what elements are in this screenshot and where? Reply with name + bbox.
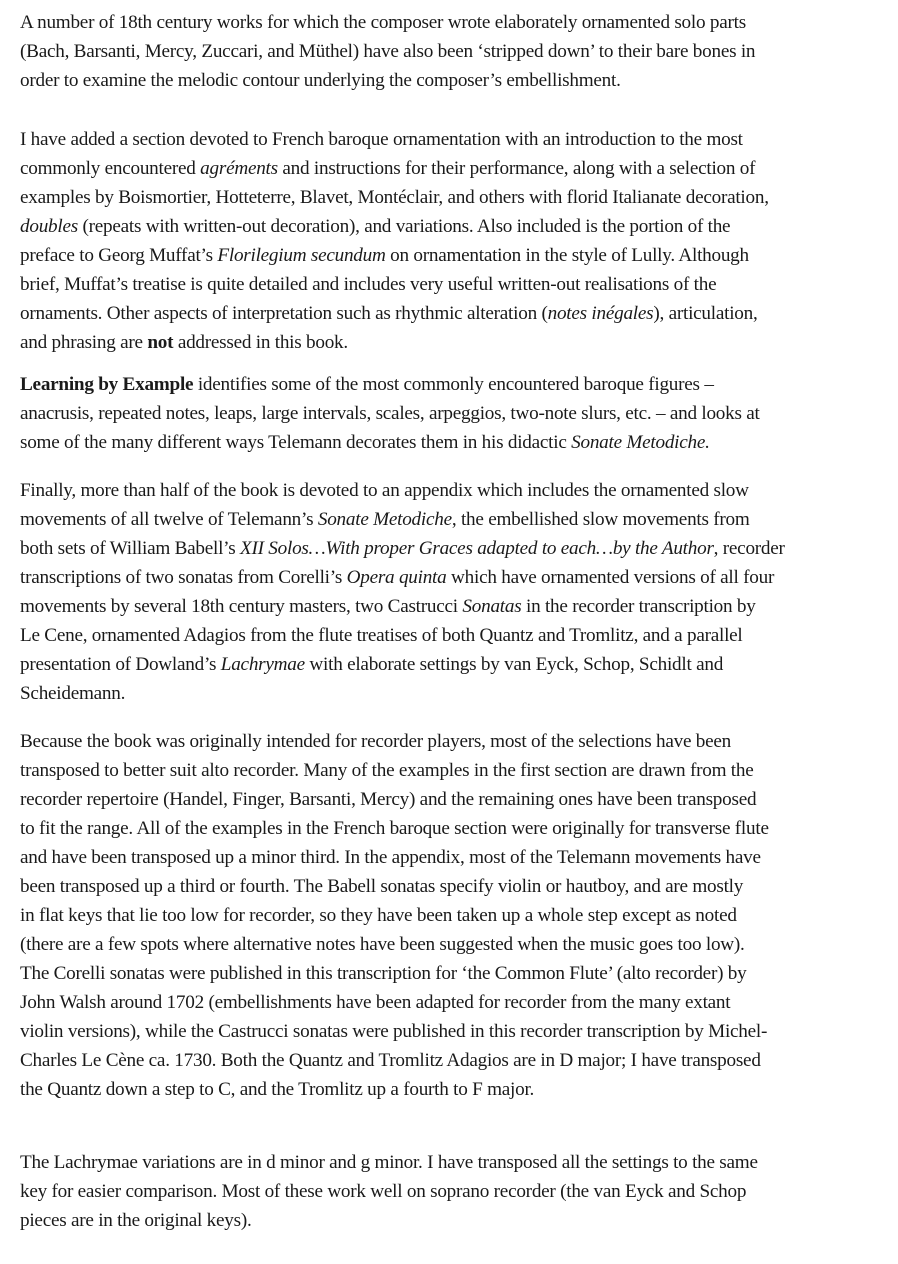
text-run: the Quantz down a step to C, and the Tromlitz up a fourth to F major. (20, 1079, 535, 1100)
text-run: which have ornamented versions of all four (446, 567, 775, 588)
italic-title: Opera quinta (346, 567, 447, 588)
text-line (20, 814, 878, 843)
text-line (20, 959, 878, 988)
text-run: I have added a section devoted to French baroque ornamentation with an introduction to the most (20, 129, 743, 150)
text-run: examples by Boismortier, Hotteterre, Blavet, Montéclair, and others with florid Italianate decoration, (20, 187, 769, 208)
text-run: and instructions for their performance, along with a selection of (277, 158, 756, 179)
text-run: Finally, more than half of the book is devoted to an appendix which includes the ornamented slow (20, 480, 749, 501)
text-run: brief, Muffat’s treatise is quite detailed and includes very useful written-out realisations of the (20, 274, 717, 295)
text-line (20, 650, 878, 679)
text-line (20, 241, 878, 270)
text-run: , recorder (713, 538, 785, 559)
bold-emphasis: Learning by Example (20, 374, 194, 395)
text-line (20, 843, 878, 872)
text-run: violin versions), while the Castrucci sonatas were published in this recorder transcription by Michel- (20, 1021, 768, 1042)
text-run: Because the book was originally intended for recorder players, most of the selections have been (20, 731, 731, 752)
paragraph-learning-by-example (20, 370, 878, 457)
text-line (20, 476, 878, 505)
text-line (20, 183, 878, 212)
text-line (20, 988, 878, 1017)
text-run: Charles Le Cène ca. 1730. Both the Quantz and Tromlitz Adagios are in D major; I have transposed (20, 1050, 761, 1071)
text-line (20, 1046, 878, 1075)
text-run: The Corelli sonatas were published in this transcription for ‘the Common Flute’ (alto recorder) by (20, 963, 747, 984)
text-run: movements by several 18th century masters, two Castrucci (20, 596, 463, 617)
text-line (20, 8, 878, 37)
text-line (20, 872, 878, 901)
text-run: and phrasing are (20, 332, 148, 353)
italic-title: XII Solos…With proper Graces adapted to each…by the Author (240, 538, 714, 559)
paragraph-appendix (20, 476, 878, 708)
text-run: to fit the range. All of the examples in the French baroque section were originally for transverse flute (20, 818, 769, 839)
text-line (20, 592, 878, 621)
text-run: transposed to better suit alto recorder. Many of the examples in the first section are drawn from the (20, 760, 754, 781)
text-run: Le Cene, ornamented Adagios from the flute treatises of both Quantz and Tromlitz, and a parallel (20, 625, 743, 646)
text-run: in flat keys that lie too low for recorder, so they have been taken up a whole step except as noted (20, 905, 737, 926)
text-run: ornaments. Other aspects of interpretation such as rhythmic alteration ( (20, 303, 548, 324)
text-line (20, 299, 878, 328)
italic-title: Florilegium secundum (217, 245, 386, 266)
text-run: , the embellished slow movements from (451, 509, 750, 530)
text-run: preface to Georg Muffat’s (20, 245, 218, 266)
text-line (20, 563, 878, 592)
text-line (20, 66, 878, 95)
text-line (20, 37, 878, 66)
text-run: (Bach, Barsanti, Mercy, Zuccari, and Müthel) have also been ‘stripped down’ to their bare bones in (20, 41, 756, 62)
text-line (20, 621, 878, 650)
text-run: addressed in this book. (173, 332, 348, 353)
text-line (20, 534, 878, 563)
paragraph-lachrymae (20, 1148, 878, 1235)
text-line (20, 679, 878, 708)
text-line (20, 370, 878, 399)
text-line (20, 1206, 878, 1235)
text-run: identifies some of the most commonly encountered baroque figures – (193, 374, 714, 395)
text-run: and have been transposed up a minor third. In the appendix, most of the Telemann movements have (20, 847, 761, 868)
text-run: (there are a few spots where alternative notes have been suggested when the music goes too low). (20, 934, 745, 955)
italic-title: Sonatas (462, 596, 522, 617)
text-run: commonly encountered (20, 158, 201, 179)
italic-title: Sonate Metodiche (317, 509, 452, 530)
text-run: order to examine the melodic contour underlying the composer’s embellishment. (20, 70, 621, 91)
text-run: both sets of William Babell’s (20, 538, 241, 559)
text-run: key for easier comparison. Most of these work well on soprano recorder (the van Eyck and Schop (20, 1181, 747, 1202)
text-line (20, 1075, 878, 1104)
text-line (20, 901, 878, 930)
text-run: pieces are in the original keys). (20, 1210, 252, 1231)
text-line (20, 328, 878, 357)
text-run: movements of all twelve of Telemann’s (20, 509, 318, 530)
text-line (20, 1017, 878, 1046)
text-run: anacrusis, repeated notes, leaps, large intervals, scales, arpeggios, two-note slurs, etc. – and looks at (20, 403, 760, 424)
text-run: A number of 18th century works for which the composer wrote elaborately ornamented solo parts (20, 12, 746, 33)
text-line (20, 399, 878, 428)
text-line (20, 785, 878, 814)
text-line (20, 125, 878, 154)
text-line (20, 930, 878, 959)
paragraph-stripped-down-works (20, 8, 878, 95)
text-line (20, 727, 878, 756)
text-line (20, 1177, 878, 1206)
text-line (20, 154, 878, 183)
text-run: on ornamentation in the style of Lully. Although (385, 245, 749, 266)
italic-title: agréments (200, 158, 278, 179)
paragraph-french-baroque-section (20, 125, 878, 357)
text-run: been transposed up a third or fourth. The Babell sonatas specify violin or hautboy, and are mostly (20, 876, 744, 897)
bold-emphasis: not (147, 332, 174, 353)
italic-title: notes inégales (547, 303, 654, 324)
text-run: with elaborate settings by van Eyck, Schop, Schidlt and (304, 654, 724, 675)
text-run: recorder repertoire (Handel, Finger, Barsanti, Mercy) and the remaining ones have been transposed (20, 789, 757, 810)
text-line (20, 505, 878, 534)
italic-title: Sonate Metodiche. (571, 432, 710, 453)
text-run: The Lachrymae variations are in d minor and g minor. I have transposed all the settings to the same (20, 1152, 758, 1173)
italic-title: doubles (20, 216, 78, 237)
text-line (20, 1148, 878, 1177)
paragraph-transpositions (20, 727, 878, 1104)
text-run: Scheidemann. (20, 683, 126, 704)
text-line (20, 212, 878, 241)
text-line (20, 428, 878, 457)
text-run: some of the many different ways Telemann decorates them in his didactic (20, 432, 572, 453)
text-run: presentation of Dowland’s (20, 654, 221, 675)
text-line (20, 756, 878, 785)
text-run: John Walsh around 1702 (embellishments have been adapted for recorder from the many extant (20, 992, 731, 1013)
text-line (20, 270, 878, 299)
italic-title: Lachrymae (220, 654, 305, 675)
text-run: (repeats with written-out decoration), and variations. Also included is the portion of the (77, 216, 731, 237)
text-run: ), articulation, (653, 303, 758, 324)
text-run: in the recorder transcription by (521, 596, 756, 617)
text-run: transcriptions of two sonatas from Corelli’s (20, 567, 347, 588)
